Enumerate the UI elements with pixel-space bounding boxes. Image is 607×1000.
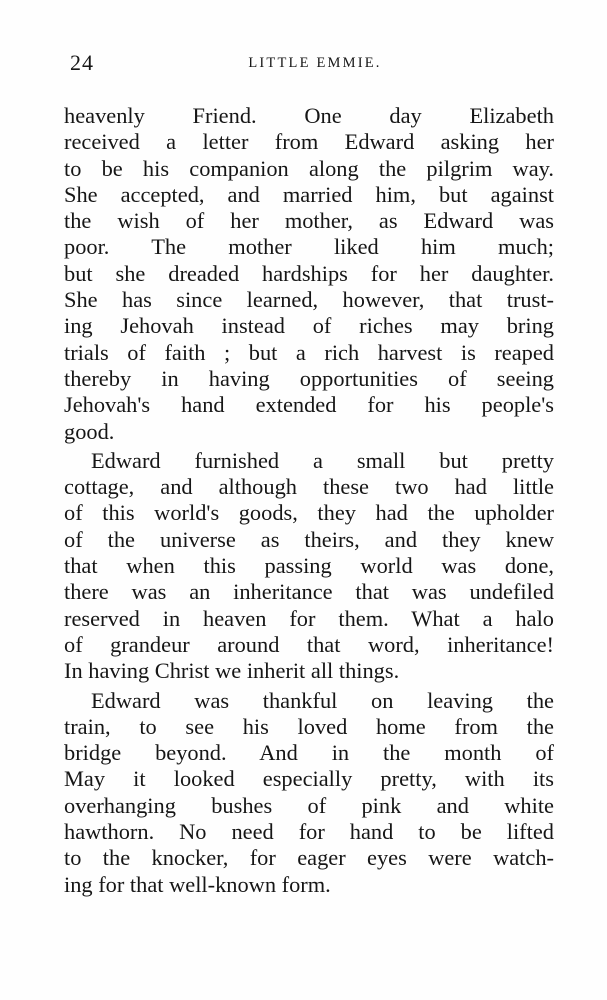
text-line: poor. The mother liked him much; [64, 234, 554, 260]
text-line: trials of faith ; but a rich harvest is reaped [64, 339, 554, 365]
text-line: Edward furnished a small but pretty [91, 447, 554, 473]
text-line: reserved in heaven for them. What a halo [64, 605, 554, 631]
text-line: Edward was thankful on leaving the [91, 687, 554, 713]
text-line: good. [64, 418, 115, 444]
text-line: bridge beyond. And in the month of [64, 740, 554, 766]
body-text [64, 103, 554, 898]
text-line: ing Jehovah instead of riches may bring [64, 313, 554, 339]
text-line: She accepted, and married him, but against [64, 181, 554, 207]
text-line: thereby in having opportunities of seeing [64, 365, 554, 391]
text-line: the wish of her mother, as Edward was [64, 208, 554, 234]
text-line: received a letter from Edward asking her [64, 129, 554, 155]
text-line: of the universe as theirs, and they knew [64, 526, 554, 552]
text-line: train, to see his loved home from the [64, 713, 554, 739]
paragraph [64, 688, 554, 898]
running-head: LITTLE EMMIE. [248, 55, 382, 71]
text-line: but she dreaded hardships for her daughter. [64, 260, 554, 286]
text-line: May it looked especially pretty, with its [64, 766, 554, 792]
text-line: that when this passing world was done, [64, 553, 554, 579]
text-line: overhanging bushes of pink and white [64, 792, 554, 818]
text-line: to the knocker, for eager eyes were watch- [64, 845, 554, 871]
paragraph [64, 448, 554, 685]
paragraph [64, 103, 554, 445]
text-line: to be his companion along the pilgrim way. [64, 155, 554, 181]
text-line: She has since learned, however, that trust- [64, 287, 554, 313]
text-line: heavenly Friend. One day Elizabeth [64, 103, 554, 128]
text-line: of this world's goods, they had the upholder [64, 500, 554, 526]
text-line: Jehovah's hand extended for his people's [64, 392, 554, 418]
text-line: cottage, and although these two had little [64, 474, 554, 500]
text-line: of grandeur around that word, inheritance! [64, 631, 554, 657]
text-line: In having Christ we inherit all things. [64, 658, 400, 684]
page-number: 24 [70, 50, 94, 75]
text-line: ing for that well-known form. [64, 871, 331, 897]
page-header [70, 50, 560, 80]
text-line: hawthorn. No need for hand to be lifted [64, 819, 554, 845]
text-line: there was an inheritance that was undefiled [64, 579, 554, 605]
